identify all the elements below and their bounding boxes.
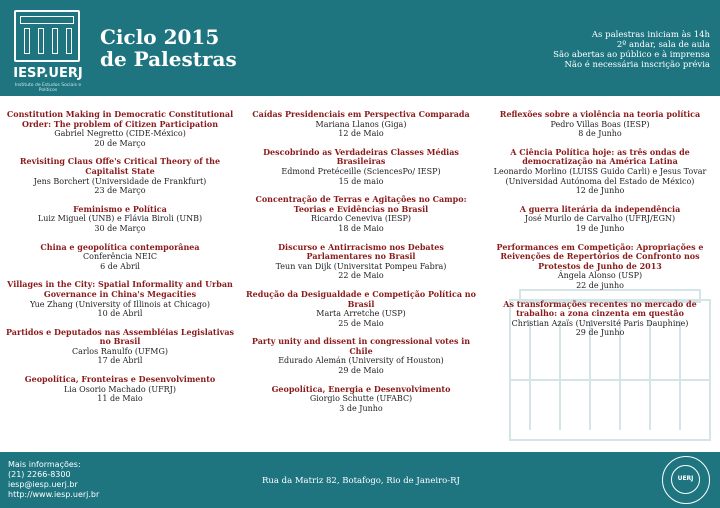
lecture-speaker: Luiz Miguel (UNB) e Flávia Biroli (UNB) xyxy=(37,214,203,224)
lecture-entry xyxy=(484,205,716,234)
lecture-column-3 xyxy=(484,110,716,347)
lecture-entry xyxy=(245,243,477,281)
lecture-title: Concentração de Terras e Agitações no Campo: Teorias e Evidências no Brasil xyxy=(255,194,467,214)
email-link[interactable]: iesp@iesp.uerj.br xyxy=(8,480,78,489)
lecture-entry xyxy=(4,205,236,234)
lecture-speaker: Ricardo Ceneviva (IESP) xyxy=(311,214,411,224)
lecture-speaker: Jens Borchert (Universidade de Frankfurt) xyxy=(33,176,207,186)
lecture-date: 8 de Junho xyxy=(578,129,622,139)
lecture-title: Reflexões sobre a violência na teoria política xyxy=(499,109,701,119)
lecture-speaker: Teun van Dijk (Universitat Pompeu Fabra) xyxy=(275,261,447,271)
lecture-date: 10 de Abril xyxy=(97,309,143,319)
lecture-speaker: Gabriel Negretto (CIDE-México) xyxy=(54,129,186,139)
lecture-entry xyxy=(4,375,236,404)
lecture-entry xyxy=(484,110,716,139)
lecture-speaker: Marta Arretche (USP) xyxy=(316,309,406,319)
header-banner xyxy=(0,0,720,96)
contact-label: Mais informações: xyxy=(8,460,81,469)
lecture-speaker: Edmond Pretéceille (SciencesPo/ IESP) xyxy=(281,166,441,176)
lecture-date: 19 de Junho xyxy=(575,223,625,233)
lecture-entry xyxy=(484,243,716,291)
lecture-date: 12 de Maio xyxy=(338,129,384,139)
lecture-entry xyxy=(245,337,477,375)
lecture-entry xyxy=(245,148,477,186)
lecture-speaker: Edurado Alemán (University of Houston) xyxy=(278,356,444,366)
lecture-date: 23 de Março xyxy=(94,186,146,196)
lecture-speaker: Ângela Alonso (USP) xyxy=(557,271,643,281)
lecture-column-2 xyxy=(245,110,477,422)
lecture-title: Partidos e Deputados nas Assembléias Legislativas no Brasil xyxy=(6,326,234,347)
uerj-seal-icon xyxy=(662,456,710,504)
lecture-date: 12 de Junho xyxy=(575,186,625,196)
lecture-entry xyxy=(4,110,236,148)
lecture-title: Geopolítica, Energia e Desenvolvimento xyxy=(271,383,451,394)
lecture-entry xyxy=(245,110,477,139)
info-line: Não é necessária inscrição prévia xyxy=(564,60,710,70)
lecture-speaker: Pedro Villas Boas (IESP) xyxy=(550,119,650,129)
lecture-speaker: Mariana Llanos (Giga) xyxy=(315,119,407,129)
lecture-title: Discurso e Antirracismo nos Debates Parlamentares no Brasil xyxy=(278,241,444,262)
lecture-speaker: Conferência NEIC xyxy=(83,252,157,262)
lecture-date: 22 de junho xyxy=(576,280,624,290)
lecture-date: 20 de Março xyxy=(94,138,146,148)
lecture-speaker: Yue Zhang (University of Illinois at Chicago) xyxy=(30,299,210,309)
title-line-1: Ciclo 2015 xyxy=(100,25,220,49)
lecture-date: 11 de Maio xyxy=(97,394,143,404)
iesp-logo xyxy=(8,8,88,92)
lecture-title: Redução da Desigualdade e Competição Política no Brasil xyxy=(246,288,476,309)
lecture-date: 18 de Maio xyxy=(338,223,384,233)
logo-subtitle: Instituto de Estudos Sociais e Políticos xyxy=(14,83,82,93)
lecture-speaker: Lia Osorio Machado (UFRJ) xyxy=(63,384,176,394)
lecture-entry xyxy=(245,385,477,414)
lecture-date: 29 de Junho xyxy=(575,328,625,338)
info-line: As palestras iniciam às 14h xyxy=(591,30,710,40)
page-title xyxy=(100,26,237,70)
phone-number: (21) 2266-8300 xyxy=(8,470,71,479)
building-icon xyxy=(14,10,80,62)
website-link[interactable]: http://www.iesp.uerj.br xyxy=(8,490,100,499)
lecture-title: Descobrindo as Verdadeiras Classes Médias Brasileiras xyxy=(263,146,459,167)
lecture-title: A guerra literária da independência xyxy=(519,203,681,214)
lecture-title: Revisiting Claus Offe's Critical Theory of the Capitalist State xyxy=(19,156,221,176)
lecture-column-1 xyxy=(4,110,236,413)
lecture-entry xyxy=(4,243,236,272)
lecture-title: Caídas Presidenciais em Perspectiva Comparada xyxy=(252,109,470,119)
lecture-date: 29 de Maio xyxy=(338,366,384,376)
lecture-entry xyxy=(245,195,477,233)
logo-text: IESP.UERJ xyxy=(13,66,83,81)
lecture-date: 15 de maio xyxy=(338,176,384,186)
info-line: São abertas ao público e à imprensa xyxy=(553,50,710,60)
lecture-date: 3 de Junho xyxy=(339,403,383,413)
lecture-title: As transformações recentes no mercado de trabalho: a zona cinzenta em questão xyxy=(503,298,697,319)
lecture-speaker: José Murilo de Carvalho (UFRJ/EGN) xyxy=(524,214,676,224)
lecture-date: 17 de Abril xyxy=(97,356,143,366)
lecture-date: 30 de Março xyxy=(94,223,146,233)
lecture-title: Performances em Competição: Apropriações e Reivenções de Repertórios de Confronto nos Protestos de Junho de 2013 xyxy=(496,241,704,271)
lecture-speaker: Carlos Ranulfo (UFMG) xyxy=(71,346,168,356)
lecture-speaker: Giorgio Schutte (UFABC) xyxy=(309,394,413,404)
lecture-title: Feminismo e Política xyxy=(73,203,167,214)
info-line: 2º andar, sala de aula xyxy=(616,40,710,50)
lecture-title: Party unity and dissent in congressional votes in Chile xyxy=(251,336,471,356)
lecture-date: 22 de Maio xyxy=(338,271,384,281)
lecture-speaker: Leonardo Morlino (LUISS Guido Carli) e Jesus Tovar (Universidad Autónoma del Estado de México) xyxy=(493,166,707,186)
event-info xyxy=(553,30,710,70)
lecture-entry xyxy=(484,148,716,196)
lecture-speaker: Christian Azaïs (Université Paris Dauphine) xyxy=(511,318,689,328)
address: Rua da Matriz 82, Botafogo, Rio de Janeiro-RJ xyxy=(262,476,460,486)
lecture-title: China e geopolítica contemporânea xyxy=(40,241,200,252)
lecture-entry xyxy=(4,157,236,195)
lecture-entry xyxy=(4,328,236,366)
title-line-2: de Palestras xyxy=(100,47,237,71)
footer-banner xyxy=(0,452,720,508)
lecture-title: Geopolítica, Fronteiras e Desenvolvimento xyxy=(24,374,216,385)
lecture-title: Constitution Making in Democratic Constitutional Order: The problem of Citizen Participation xyxy=(6,109,234,129)
lecture-entry xyxy=(4,280,236,318)
lecture-entry xyxy=(245,290,477,328)
lecture-date: 25 de Maio xyxy=(338,318,384,328)
lecture-title: Villages in the City: Spatial Informality and Urban Governance in China's Megacities xyxy=(7,279,233,299)
contact-info xyxy=(8,460,99,500)
lecture-title: A Ciência Política hoje: as três ondas de democratização na América Latina xyxy=(510,146,690,167)
seal-text: UERJ xyxy=(677,475,694,482)
lecture-entry xyxy=(484,300,716,338)
lecture-date: 6 de Abril xyxy=(100,261,140,271)
